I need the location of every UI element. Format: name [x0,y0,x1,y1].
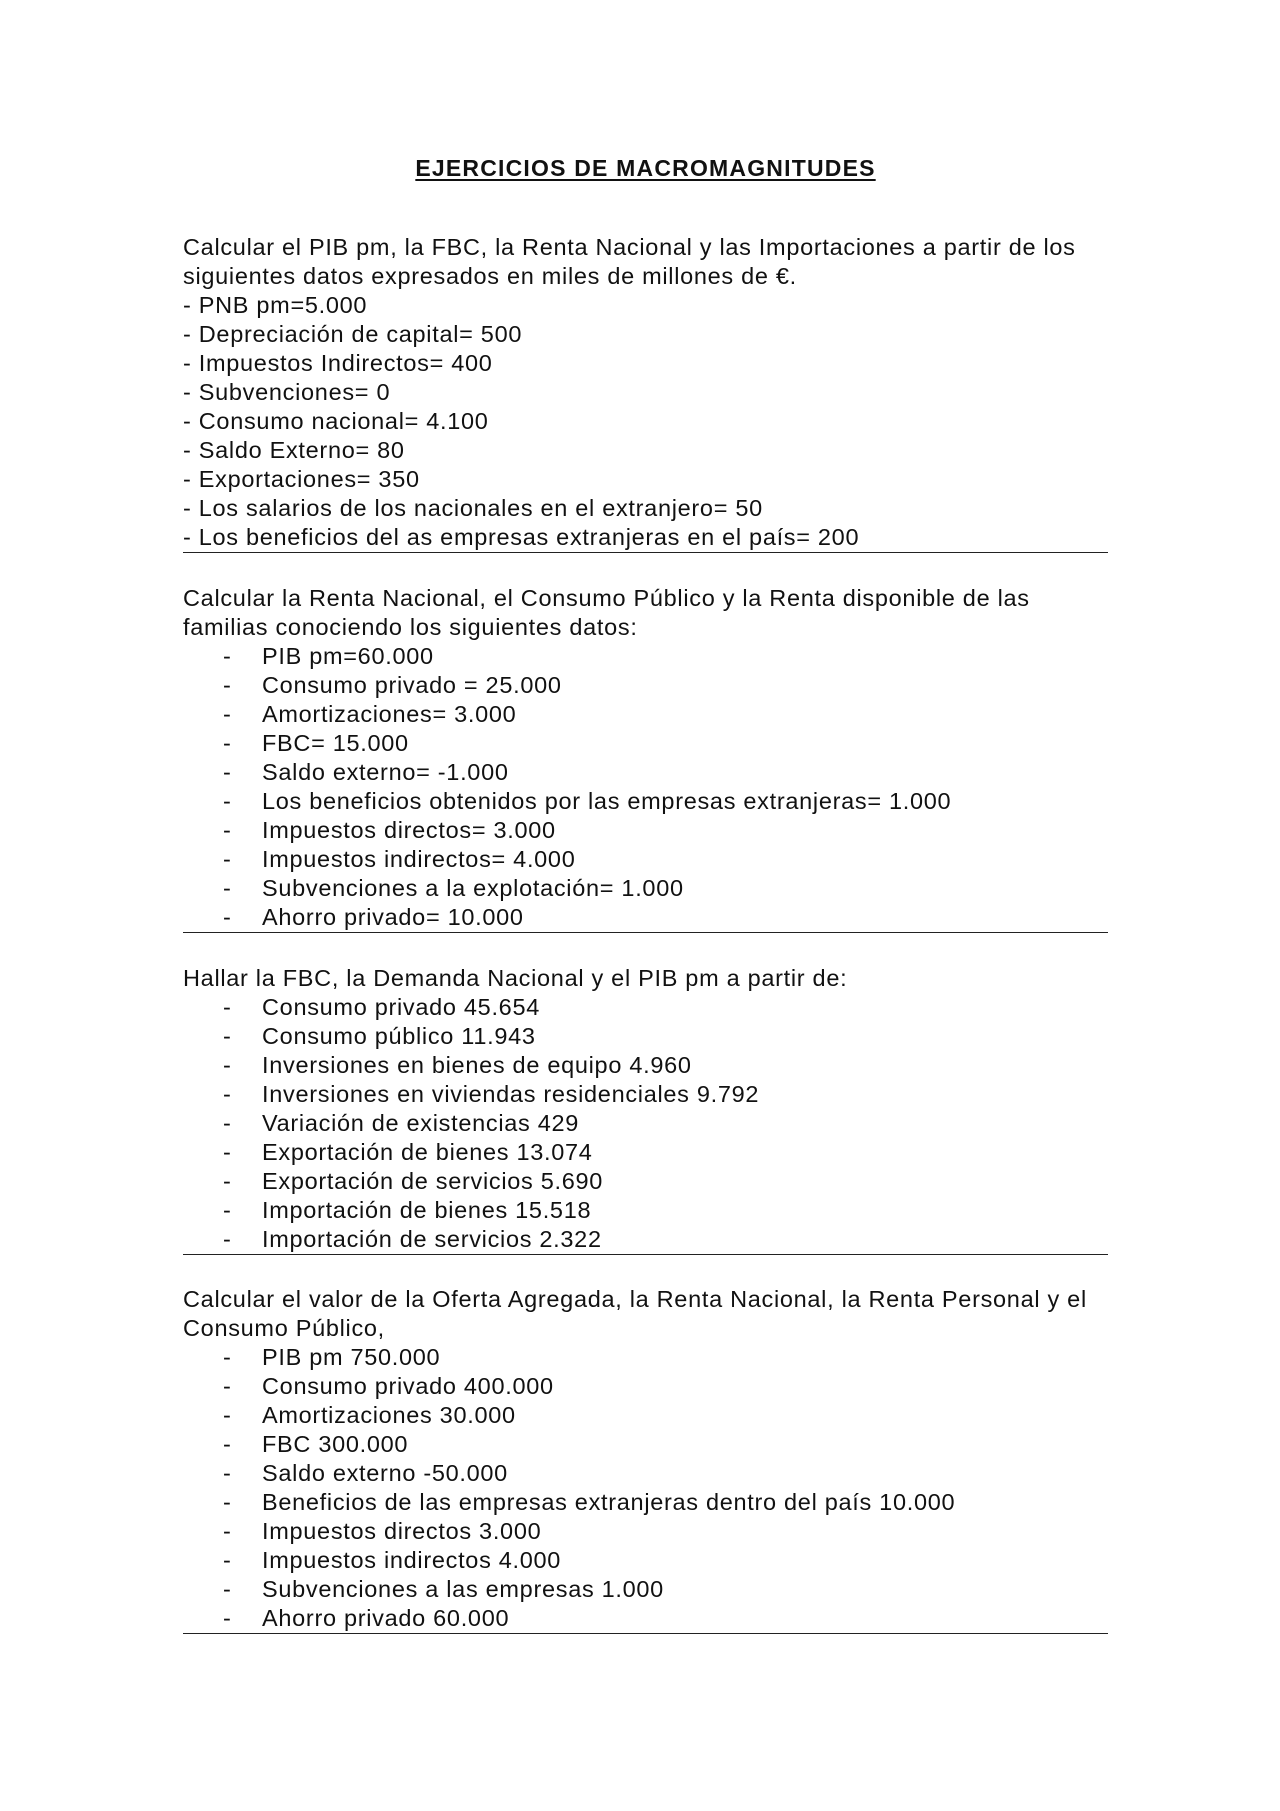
document-title: EJERCICIOS DE MACROMAGNITUDES [415,155,876,181]
list-item: - Impuestos directos 3.000 [183,1517,1108,1546]
list-item: - Ahorro privado= 10.000 [183,903,1108,932]
data-list [183,1343,1108,1633]
exercise-1 [183,233,1108,553]
list-item: - Impuestos indirectos= 4.000 [183,845,1108,874]
list-item: - Impuestos indirectos 4.000 [183,1546,1108,1575]
list-item: - Amortizaciones= 3.000 [183,700,1108,729]
list-item: - Los beneficios del as empresas extranjeras en el país= 200 [183,523,1108,552]
section-divider [183,552,1108,553]
list-item: - FBC= 15.000 [183,729,1108,758]
exercise-4 [183,1285,1108,1634]
list-item: - PIB pm=60.000 [183,642,1108,671]
list-item: - Subvenciones a la explotación= 1.000 [183,874,1108,903]
exercise-statement: Calcular el PIB pm, la FBC, la Renta Nacional y las Importaciones a partir de los siguientes datos expresados en miles de millones de €. [183,234,1076,289]
exercise-2 [183,584,1108,933]
exercise-statement: Calcular el valor de la Oferta Agregada, la Renta Nacional, la Renta Personal y el Consumo Público, [183,1286,1087,1341]
list-item: - Importación de bienes 15.518 [183,1196,1108,1225]
section-divider [183,1254,1108,1255]
list-item: - PIB pm 750.000 [183,1343,1108,1372]
list-item: - Consumo privado 400.000 [183,1372,1108,1401]
list-item: - Consumo nacional= 4.100 [183,407,1108,436]
data-list [183,642,1108,932]
list-item: - Impuestos Indirectos= 400 [183,349,1108,378]
list-item: - Saldo Externo= 80 [183,436,1108,465]
list-item: - Inversiones en bienes de equipo 4.960 [183,1051,1108,1080]
list-item: - Consumo privado = 25.000 [183,671,1108,700]
list-item: - Subvenciones a las empresas 1.000 [183,1575,1108,1604]
list-item: - Exportación de servicios 5.690 [183,1167,1108,1196]
list-item: - Exportación de bienes 13.074 [183,1138,1108,1167]
list-item: - Saldo externo= -1.000 [183,758,1108,787]
section-divider [183,932,1108,933]
list-item: - Exportaciones= 350 [183,465,1108,494]
list-item: - Subvenciones= 0 [183,378,1108,407]
data-list [183,993,1108,1254]
list-item: - Los beneficios obtenidos por las empresas extranjeras= 1.000 [183,787,1108,816]
data-list [183,291,1108,552]
list-item: - FBC 300.000 [183,1430,1108,1459]
exercise-statement: Hallar la FBC, la Demanda Nacional y el PIB pm a partir de: [183,965,848,991]
list-item: - Saldo externo -50.000 [183,1459,1108,1488]
list-item: - PNB pm=5.000 [183,291,1108,320]
list-item: - Variación de existencias 429 [183,1109,1108,1138]
list-item: - Consumo público 11.943 [183,1022,1108,1051]
list-item: - Amortizaciones 30.000 [183,1401,1108,1430]
exercise-3 [183,964,1108,1255]
list-item: - Ahorro privado 60.000 [183,1604,1108,1633]
section-divider [183,1633,1108,1634]
list-item: - Importación de servicios 2.322 [183,1225,1108,1254]
list-item: - Depreciación de capital= 500 [183,320,1108,349]
list-item: - Inversiones en viviendas residenciales 9.792 [183,1080,1108,1109]
list-item: - Beneficios de las empresas extranjeras dentro del país 10.000 [183,1488,1108,1517]
list-item: - Consumo privado 45.654 [183,993,1108,1022]
list-item: - Impuestos directos= 3.000 [183,816,1108,845]
list-item: - Los salarios de los nacionales en el extranjero= 50 [183,494,1108,523]
exercise-statement: Calcular la Renta Nacional, el Consumo Público y la Renta disponible de las familias conociendo los siguientes datos: [183,585,1030,640]
